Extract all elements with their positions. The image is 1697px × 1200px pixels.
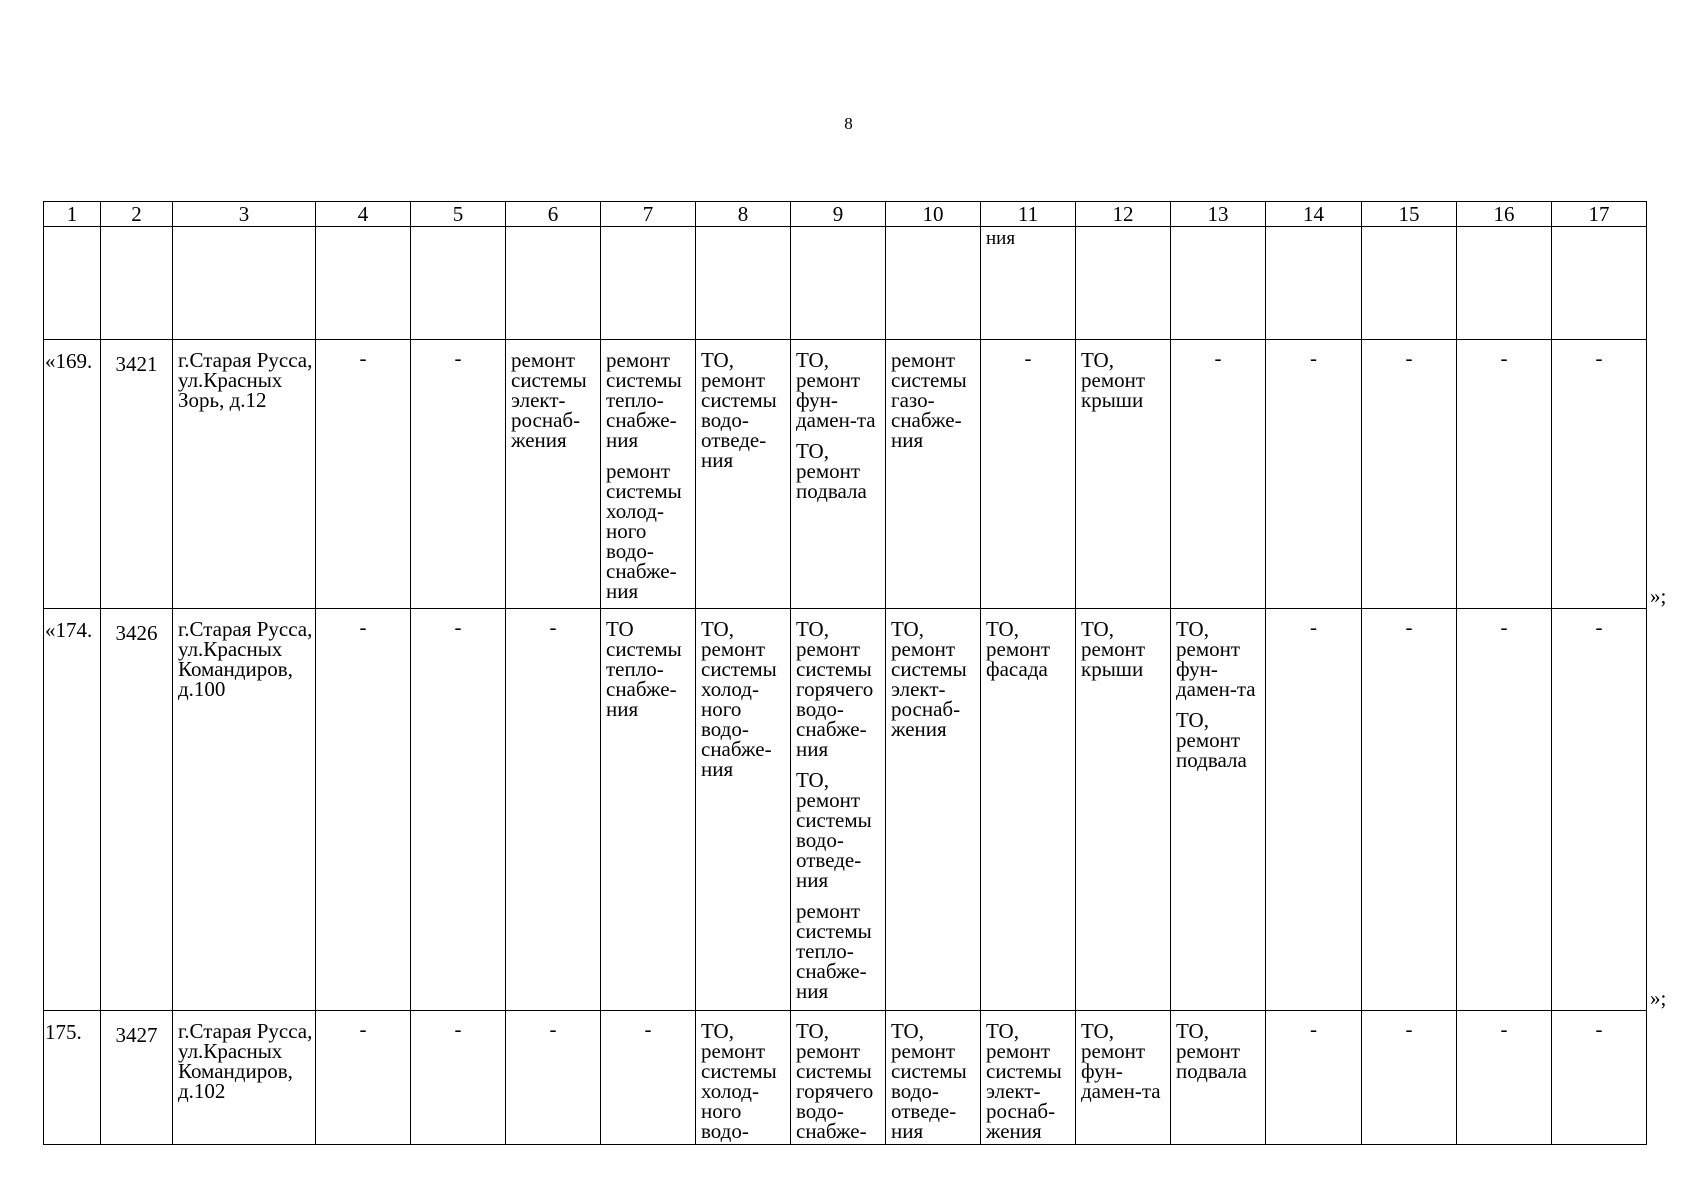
empty-work-cell: -: [411, 609, 506, 1011]
empty-work-cell: -: [316, 340, 411, 609]
building-code: 3426: [101, 609, 173, 1011]
row-number: «169.: [44, 340, 101, 609]
work-item: ТО, ремонт фун-дамен-та: [1176, 617, 1256, 701]
work-cell: [696, 609, 791, 1011]
empty-work-cell: -: [411, 340, 506, 609]
work-item: ремонт системы элект-роснаб-жения: [511, 348, 587, 452]
repair-schedule-table: [43, 201, 1647, 1145]
work-cell: [1076, 340, 1171, 609]
empty-work-cell: -: [981, 340, 1076, 609]
work-cell: [601, 609, 696, 1011]
empty-work-cell: -: [411, 1011, 506, 1145]
column-number: 15: [1362, 202, 1457, 227]
column-numbers-row: [44, 202, 1647, 227]
table-row: [44, 609, 1647, 1011]
column-number: 1: [44, 202, 101, 227]
work-cell: [506, 340, 601, 609]
column-number: 7: [601, 202, 696, 227]
work-cell: [981, 609, 1076, 1011]
empty-work-cell: -: [1362, 609, 1457, 1011]
row-closing-mark: »;: [1650, 985, 1667, 1010]
empty-work-cell: -: [316, 1011, 411, 1145]
empty-work-cell: -: [1552, 340, 1647, 609]
building-address: г.Старая Русса, ул.Красных Зорь, д.12: [173, 340, 316, 609]
empty-work-cell: -: [1552, 1011, 1647, 1145]
empty-work-cell: -: [1362, 340, 1457, 609]
work-item: ремонт системы газо-снабже-ния: [891, 348, 967, 452]
work-item: ТО, ремонт системы водо-отведе-ния: [701, 348, 777, 472]
work-item: ТО, ремонт системы холод-ного водо-снабже-ния: [701, 617, 777, 781]
work-item: ТО, ремонт системы водо-отведе-ния: [891, 1019, 967, 1143]
work-cell: [791, 609, 886, 1011]
column-number: 17: [1552, 202, 1647, 227]
work-item: ТО, ремонт фасада: [986, 617, 1051, 681]
work-cell: [1171, 609, 1266, 1011]
work-cell: [696, 340, 791, 609]
row-number: 175.: [44, 1011, 101, 1145]
work-item: ТО, ремонт фун-дамен-та: [1081, 1019, 1161, 1103]
column-number: 2: [101, 202, 173, 227]
work-item: ТО, ремонт системы элект-роснаб-жения: [986, 1019, 1062, 1143]
work-item: ТО, ремонт системы элект-роснаб-жения: [891, 617, 967, 741]
column-number: 9: [791, 202, 886, 227]
empty-work-cell: -: [1266, 1011, 1362, 1145]
empty-work-cell: -: [1171, 340, 1266, 609]
work-cell: [981, 1011, 1076, 1145]
column-number: 13: [1171, 202, 1266, 227]
work-item: ТО, ремонт системы холод-ного водо-: [701, 1019, 777, 1143]
building-code: 3427: [101, 1011, 173, 1145]
empty-work-cell: -: [1266, 609, 1362, 1011]
work-cell: [1171, 1011, 1266, 1145]
table-row: [44, 1011, 1647, 1145]
building-address: г.Старая Русса, ул.Красных Командиров, д.100: [173, 609, 316, 1011]
empty-work-cell: -: [1266, 340, 1362, 609]
table-row: [44, 340, 1647, 609]
empty-work-cell: -: [1362, 1011, 1457, 1145]
empty-work-cell: -: [601, 1011, 696, 1145]
work-item: ТО, ремонт системы водо-отведе-ния: [796, 768, 872, 892]
row-closing-mark: »;: [1650, 583, 1667, 608]
work-cell: [886, 340, 981, 609]
column-number: 11: [981, 202, 1076, 227]
building-code: 3421: [101, 340, 173, 609]
empty-work-cell: -: [1457, 609, 1552, 1011]
work-cell: [791, 1011, 886, 1145]
empty-work-cell: -: [1457, 340, 1552, 609]
work-item: ремонт системы тепло-снабже-ния: [796, 899, 872, 1003]
work-cell: [1076, 609, 1171, 1011]
empty-work-cell: -: [506, 609, 601, 1011]
work-item: ТО, ремонт подвала: [1176, 1019, 1247, 1083]
column-number: 10: [886, 202, 981, 227]
work-item: ТО, ремонт крыши: [1081, 348, 1146, 412]
column-number: 5: [411, 202, 506, 227]
row-number: «174.: [44, 609, 101, 1011]
work-item: ТО, ремонт крыши: [1081, 617, 1146, 681]
work-item: ТО, ремонт фун-дамен-та: [796, 348, 876, 432]
work-cell: [886, 609, 981, 1011]
empty-work-cell: -: [1552, 609, 1647, 1011]
work-item: ремонт системы тепло-снабже-ния: [606, 348, 682, 452]
work-item: ТО системы тепло-снабже-ния: [606, 617, 682, 721]
work-cell: [1076, 1011, 1171, 1145]
column-number: 16: [1457, 202, 1552, 227]
work-item: ремонт системы холод-ного водо-снабже-ния: [606, 459, 682, 603]
column-number: 4: [316, 202, 411, 227]
column-number: 14: [1266, 202, 1362, 227]
work-item: ТО, ремонт подвала: [796, 439, 867, 503]
continuation-text: ния: [981, 227, 1076, 340]
page-number: 8: [844, 114, 853, 133]
empty-work-cell: -: [1457, 1011, 1552, 1145]
work-cell: [601, 340, 696, 609]
continuation-row: [44, 227, 1647, 340]
work-cell: [886, 1011, 981, 1145]
work-item: ТО, ремонт системы горячего водо-снабже-ния: [796, 617, 874, 761]
empty-work-cell: -: [316, 609, 411, 1011]
column-number: 3: [173, 202, 316, 227]
work-item: ТО, ремонт подвала: [1176, 708, 1247, 772]
column-number: 6: [506, 202, 601, 227]
work-cell: [791, 340, 886, 609]
empty-work-cell: -: [506, 1011, 601, 1145]
work-item: ТО, ремонт системы горячего водо-снабже-: [796, 1019, 874, 1143]
building-address: г.Старая Русса, ул.Красных Командиров, д.102: [173, 1011, 316, 1145]
column-number: 12: [1076, 202, 1171, 227]
work-cell: [696, 1011, 791, 1145]
column-number: 8: [696, 202, 791, 227]
